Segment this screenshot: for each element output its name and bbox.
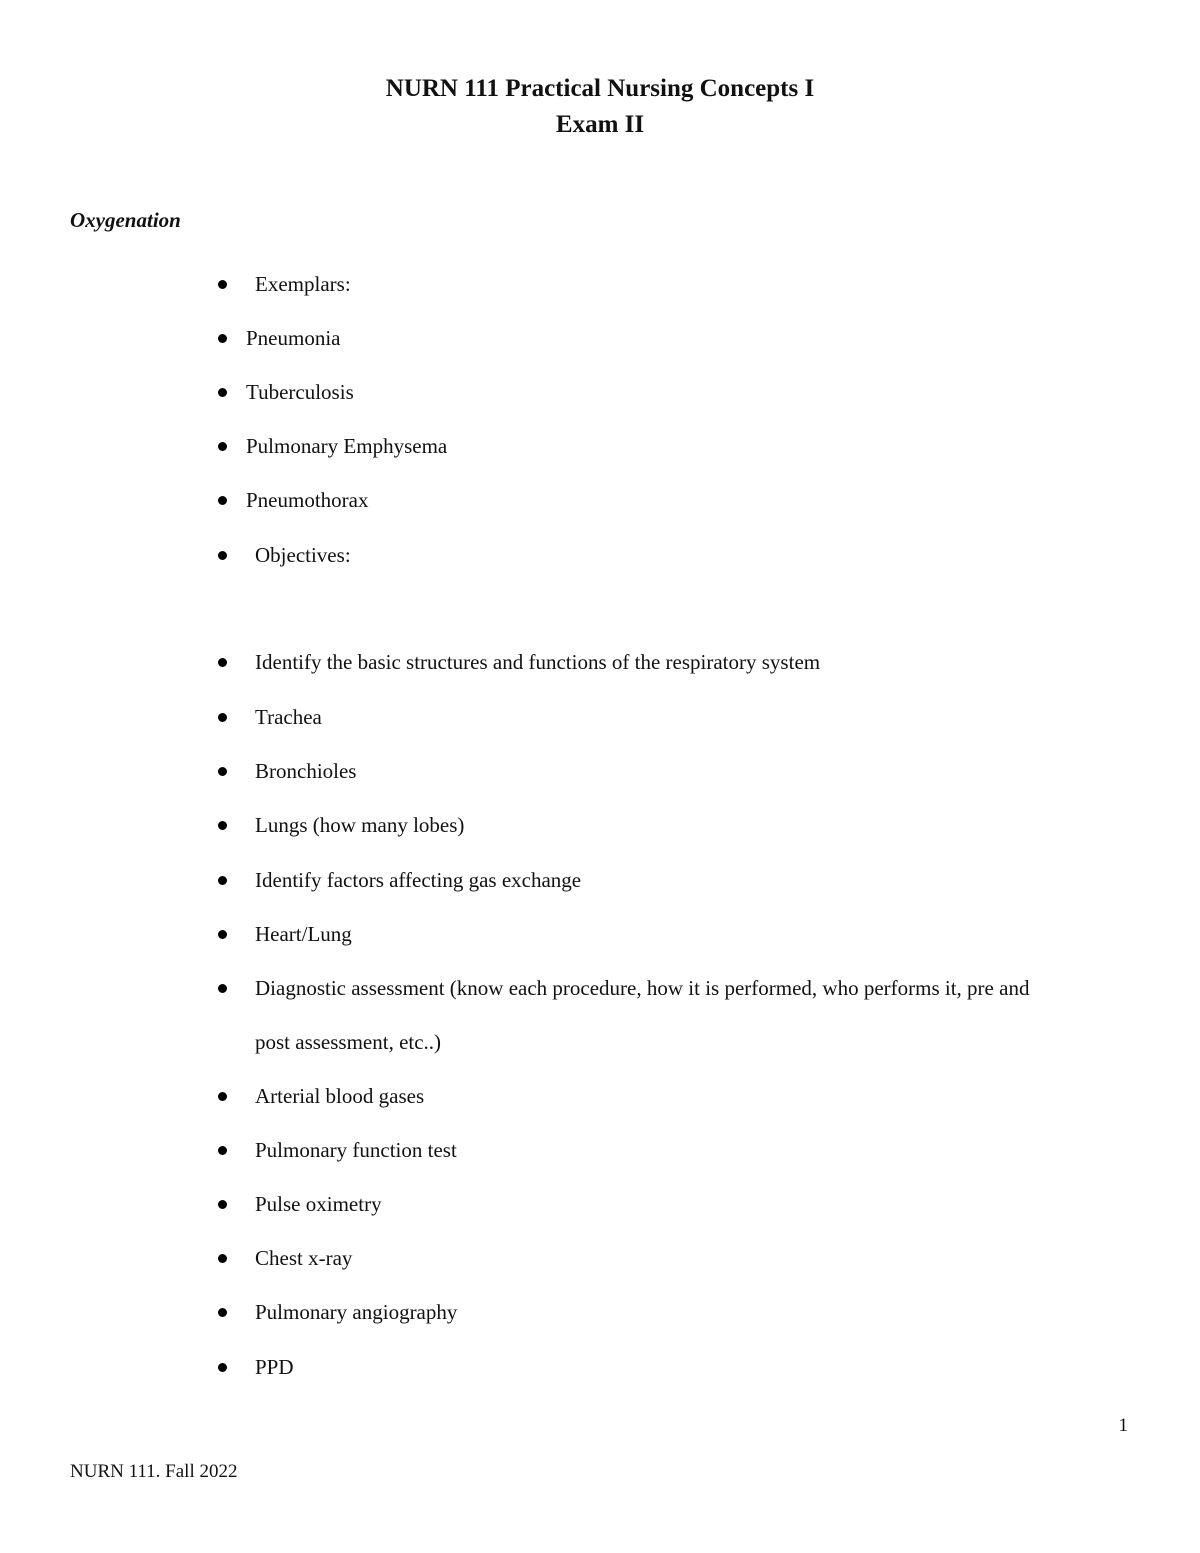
objective-text-continuation: post assessment, etc..) [255, 1030, 442, 1054]
bullet-icon [218, 1308, 227, 1317]
bullet-icon [218, 280, 227, 289]
objective-text: Trachea [255, 705, 322, 729]
bullet-icon [218, 713, 227, 722]
page-number: 1 [1118, 1415, 1128, 1436]
objective-text: Bronchioles [255, 759, 357, 783]
objective-text: Heart/Lung [255, 922, 352, 946]
objective-text: Identify the basic structures and functions of the respiratory system [255, 650, 821, 674]
bullet-icon [218, 442, 227, 451]
exemplar-text: Pneumonia [246, 326, 341, 350]
bullet-icon [218, 1092, 227, 1101]
document-subtitle: Exam II [555, 111, 645, 138]
bullet-icon [218, 876, 227, 885]
bullet-icon [218, 1363, 227, 1372]
objective-text: Pulse oximetry [255, 1192, 382, 1216]
bullet-icon [218, 1200, 227, 1209]
colon: : [344, 543, 351, 567]
bullet-icon [218, 1146, 227, 1155]
exemplar-text: Pneumothorax [246, 488, 369, 512]
objective-text: Pulmonary angiography [255, 1300, 458, 1324]
objective-text: Diagnostic assessment (know each procedure, how it is performed, who performs it, pre and [255, 976, 1030, 1000]
bullet-icon [218, 658, 227, 667]
section-heading-oxygenation: Oxygenation [70, 208, 181, 232]
page-footer: NURN 111. Fall 2022 [70, 1461, 238, 1482]
objective-text: Identify factors affecting gas exchange [255, 868, 582, 892]
bullet-icon [218, 821, 227, 830]
colon: : [344, 272, 351, 296]
bullet-icon [218, 496, 227, 505]
objective-text: Chest x-ray [255, 1246, 353, 1270]
document-title: NURN 111 Practical Nursing Concepts I [385, 75, 815, 102]
bullet-icon [218, 1254, 227, 1263]
bullet-icon [218, 551, 227, 560]
objectives-label: Objectives [255, 543, 345, 567]
bullet-icon [218, 388, 227, 397]
objective-text: Pulmonary function test [255, 1138, 457, 1162]
objective-text: Arterial blood gases [255, 1084, 425, 1108]
bullet-icon [218, 930, 227, 939]
objective-text: PPD [255, 1355, 294, 1379]
exemplar-text: Tuberculosis [246, 380, 354, 404]
exemplars-label: Exemplars [255, 272, 345, 296]
bullet-icon [218, 334, 227, 343]
objective-text: Lungs (how many lobes) [255, 813, 465, 837]
exemplar-text: Pulmonary Emphysema [246, 434, 448, 458]
bullet-icon [218, 984, 227, 993]
bullet-icon [218, 767, 227, 776]
